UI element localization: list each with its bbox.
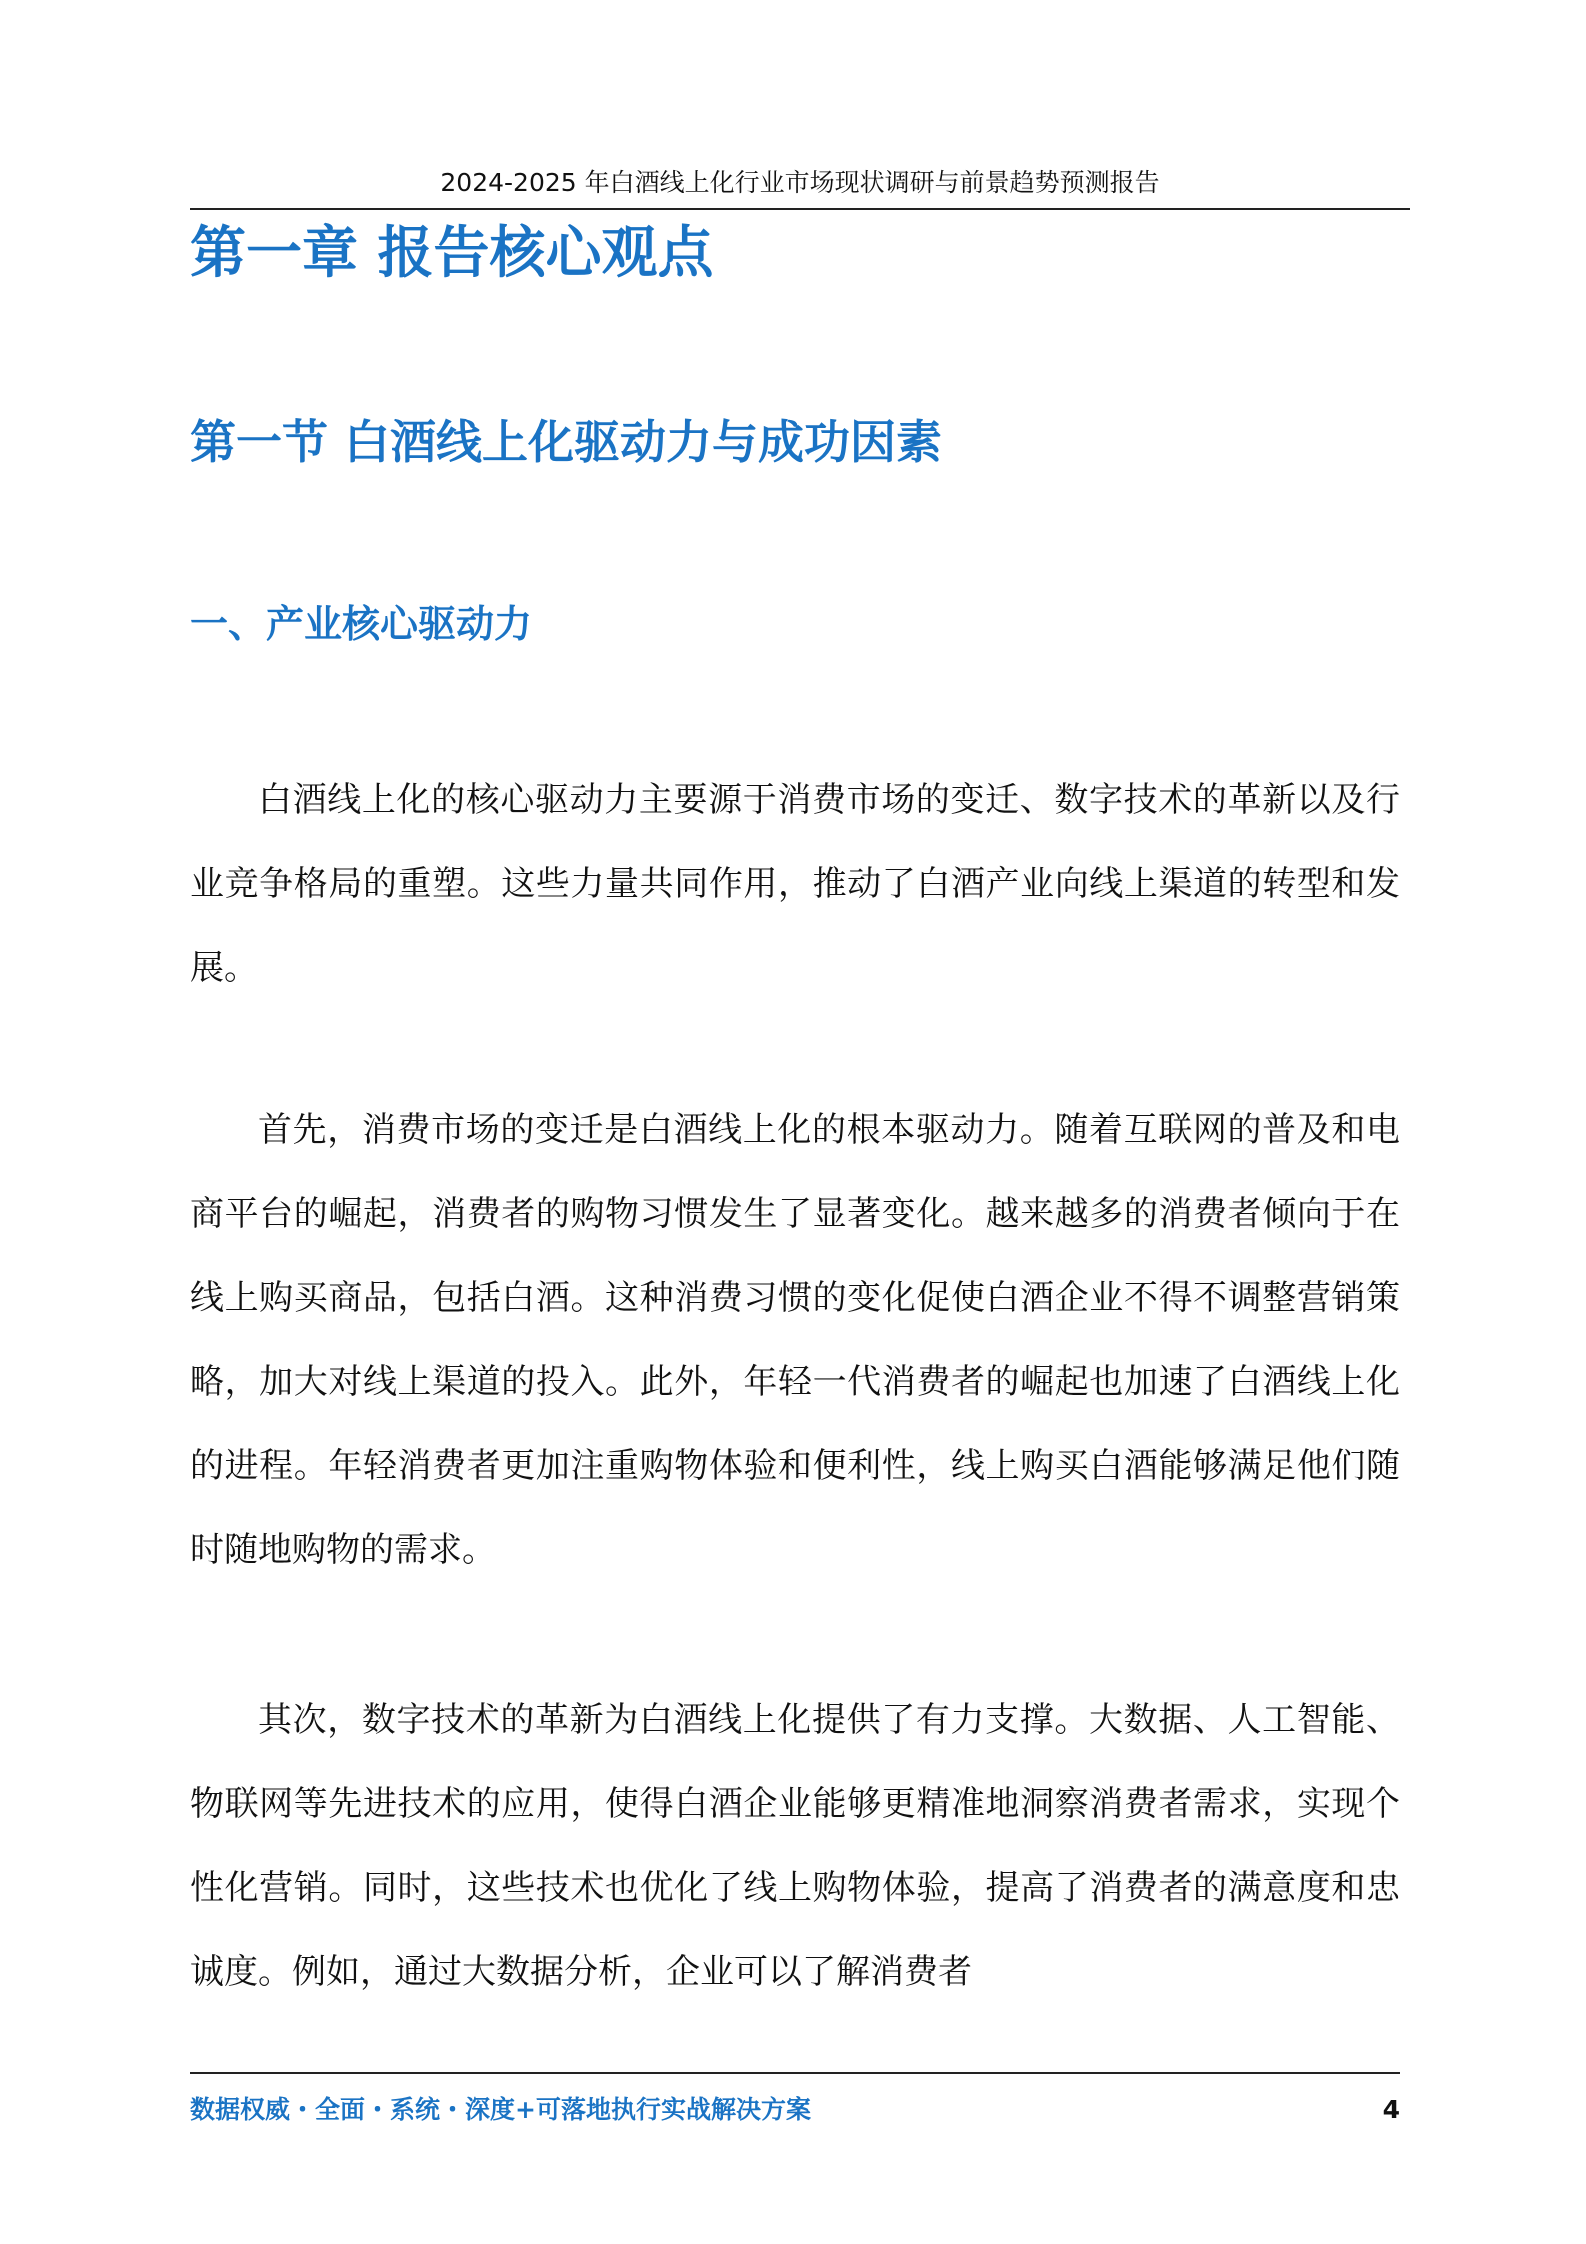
page-number: 4 [1382,2095,1400,2124]
footer-slogan: 数据权威・全面・系统・深度+可落地执行实战解决方案 [190,2095,811,2124]
footer-divider [190,2072,1400,2074]
header-divider [190,208,1410,210]
report-header-title: 2024-2025 年白酒线上化行业市场现状调研与前景趋势预测报告 [440,168,1160,197]
chapter-title: 第一章 报告核心观点 [190,221,714,286]
section-title: 第一节 白酒线上化驱动力与成功因素 [190,415,943,469]
subsection-title: 一、产业核心驱动力 [190,602,533,646]
body-paragraph-1: 白酒线上化的核心驱动力主要源于消费市场的变迁、数字技术的革新以及行业竞争格局的重塑。这些力量共同作用，推动了白酒产业向线上渠道的转型和发展。 [190,780,1400,988]
body-paragraph-2: 首先，消费市场的变迁是白酒线上化的根本驱动力。随着互联网的普及和电商平台的崛起，消费者的购物习惯发生了显著变化。越来越多的消费者倾向于在线上购买商品，包括白酒。这种消费习惯的变化促使白酒企业不得不调整营销策略，加大对线上渠道的投入。此外，年轻一代消费者的崛起也加速了白酒线上化的进程。年轻消费者更加注重购物体验和便利性，线上购买白酒能够满足他们随时随地购物的需求。 [190,1110,1400,1570]
body-paragraph-3: 其次，数字技术的革新为白酒线上化提供了有力支撑。大数据、人工智能、物联网等先进技术的应用，使得白酒企业能够更精准地洞察消费者需求，实现个性化营销。同时，这些技术也优化了线上购物体验，提高了消费者的满意度和忠诚度。例如，通过大数据分析，企业可以了解消费者 [190,1700,1400,1992]
